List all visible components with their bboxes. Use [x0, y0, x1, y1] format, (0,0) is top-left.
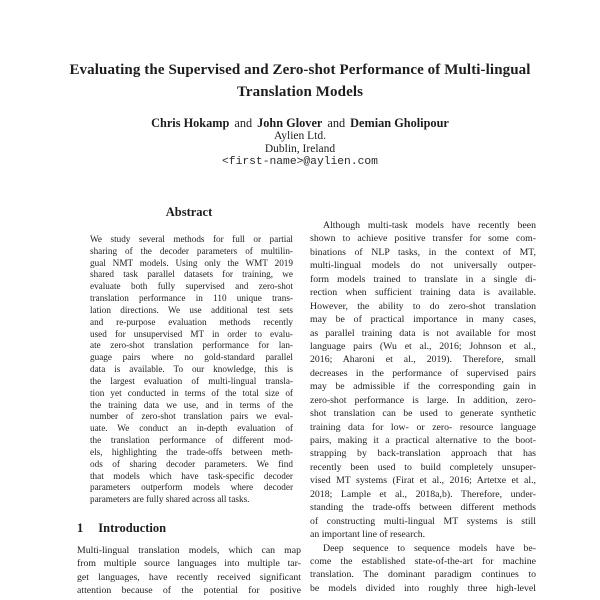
text-line: gual NMT models. Using only the WMT 2019 [90, 257, 293, 268]
text-line: get languages, have recently received significant [77, 571, 301, 583]
text-line: Multi-lingual translation models, which can map [77, 545, 301, 556]
text-line: shot translation can be used to generate synthetic [310, 408, 536, 420]
text-line: decreases in the performance of supervised pairs [310, 367, 536, 379]
text-line: may be of practical importance in many cases, [310, 314, 536, 326]
text-line: used for unsupervised MT in order to evalu- [90, 328, 293, 339]
affiliation: Aylien Ltd. [274, 130, 326, 142]
text-line: shared task parallel datasets for training, we [90, 269, 293, 280]
section-heading-introduction [77, 521, 301, 536]
text-line: and re-purpose evaluation methods recently [90, 316, 293, 327]
text-line: 2018; Lample et al., 2018a,b). Therefore, under- [310, 488, 536, 500]
introduction-body-left-column [77, 544, 301, 598]
text-line: attention because of the potential for positive [77, 585, 301, 597]
text-line: standing the trade-offs between different methods [310, 502, 536, 514]
text-line: rection when sufficient training data is available. [310, 287, 536, 299]
text-line: sharing of the decoder parameters of multilin- [90, 245, 293, 256]
author-name-1: Chris Hokamp [151, 116, 230, 130]
text-line: translation. The dominant paradigm continues to [310, 569, 536, 581]
paragraph [310, 542, 536, 596]
text-line: language pairs (Wu et al., 2016; Johnson et al., [310, 340, 536, 352]
text-line: Deep sequence to sequence models have be- [323, 542, 536, 554]
author-separator-2: and [327, 116, 346, 130]
paragraph [77, 544, 301, 598]
text-line: lation directions. We use additional test sets [90, 304, 293, 315]
text-line: els, highlighting the trade-offs between meth- [90, 446, 293, 457]
paragraph [310, 219, 536, 542]
text-line: However, the ability to do zero-shot translation [310, 300, 536, 312]
author-name-2: John Glover [257, 116, 323, 130]
text-line: parameters outperform models where decoder [90, 482, 293, 493]
text-line: from multiple source languages into multiple tar- [77, 558, 301, 570]
text-line: evaluate both fully supervised and zero-shot [90, 281, 293, 292]
text-line: may be admissible if the corresponding gain in [310, 381, 536, 393]
text-line: data is available. To our knowledge, this is [90, 364, 293, 375]
text-line: come the established state-of-the-art for machine [310, 555, 536, 567]
text-line: guage pairs where no gold-standard parallel [90, 352, 293, 363]
text-line: as parallel training data is not available for most [310, 327, 536, 339]
text-line: the training data we use, and in terms of the [90, 399, 293, 410]
text-line: that models which have task-specific decoder [90, 470, 293, 481]
text-line: number of zero-shot translation pairs we eval- [90, 411, 293, 422]
text-line: zero-shot performance is large. In addition, zero- [310, 394, 536, 406]
text-line: translation performance in 110 unique trans- [90, 293, 293, 304]
paper-title-line-2: Translation Models [236, 84, 364, 100]
text-line: form models trained to translate in a single di- [310, 273, 536, 285]
text-line: vised MT systems (Firat et al., 2016; Artetxe et al., [310, 475, 536, 487]
text-line: parameters are fully shared across all tasks. [90, 494, 250, 505]
text-line: pairs, making it a practical alternative to the boot- [310, 435, 536, 446]
text-line: multi-lingual models do not universally outper- [310, 260, 536, 272]
text-line: of constructing multi-lingual MT systems is still [310, 515, 536, 527]
text-line: uate. We conduct an in-depth evaluation of [90, 423, 293, 434]
text-line: ate zero-shot translation performance for lan- [90, 340, 293, 351]
paragraph [90, 234, 293, 506]
text-line: the translation performance of different mod- [90, 435, 293, 446]
author-line [0, 116, 600, 131]
paper-title-line-1: Evaluating the Supervised and Zero-shot Performance of Multi-lingual [69, 62, 531, 78]
text-line: shown to achieve positive transfer for some com- [310, 233, 536, 245]
paper-title [0, 59, 600, 103]
text-line: ods of sharing decoder parameters. We find [90, 458, 293, 469]
text-line: an important line of research. [310, 529, 426, 541]
text-line: the largest evaluation of multi-lingual transla- [90, 375, 293, 386]
text-line: 2016; Aharoni et al., 2019). Therefore, small [310, 354, 536, 366]
author-name-3: Demian Gholipour [350, 116, 449, 130]
email-address: <first-name>@aylien.com [222, 156, 378, 168]
location: Dublin, Ireland [264, 143, 336, 155]
abstract-body [90, 234, 293, 506]
text-line: tion yet conducted in terms of the total size of [90, 387, 293, 398]
text-line: binations of NLP tasks, in the context of MT, [310, 246, 536, 258]
section-title: Introduction [98, 521, 167, 535]
author-separator-1: and [234, 116, 253, 130]
text-line: strapping by back-translation approach that has [310, 448, 536, 460]
abstract-heading: Abstract [165, 205, 213, 219]
text-line: recently been used to build completely unsuper- [310, 461, 536, 473]
text-line: training data for low- or zero- resource language [310, 421, 536, 433]
text-line: We study several methods for full or partial [90, 234, 293, 244]
text-line: Although multi-task models have recently been [323, 220, 536, 231]
section-number: 1 [77, 521, 84, 535]
text-line: be models divided into roughly three high-level [310, 582, 536, 594]
right-column-body [310, 219, 536, 595]
